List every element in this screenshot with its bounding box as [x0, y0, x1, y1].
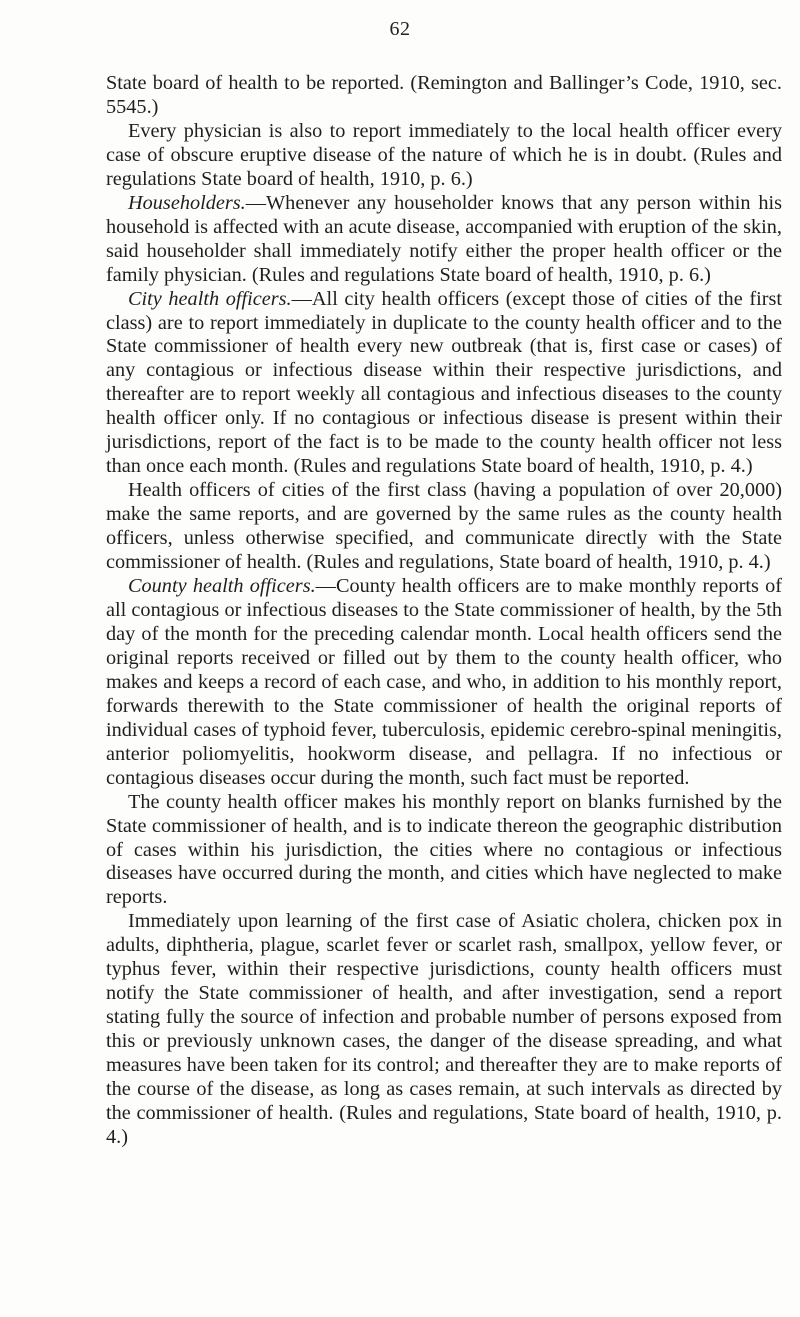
paragraph-county-health-officers — [106, 575, 782, 791]
paragraph-heading: Householders. — [128, 191, 246, 214]
paragraph-text: The county health officer makes his monthly report on blanks furnished by the State commissioner of health, and is to indicate thereon the geographic distribution of cases within his jurisdiction, the cities where no contagious or infectious diseases have occurred during the month, and cities which have neglected to make reports. — [106, 790, 782, 909]
paragraph-text: —County health officers are to make monthly reports of all contagious or infectious diseases to the State commissioner of health, by the 5th day of the month for the preceding calendar month. Local health officers send the original reports received or filled out by them to the county health officer, who makes and keeps a record of each case, and who, in addition to his monthly report, forwards therewith to the State commissioner of health the original reports of individual cases of typhoid fever, tuberculosis, epidemic cerebro-spinal meningitis, anterior poliomyelitis, hookworm disease, and pellagra. If no infectious or contagious diseases occur during the month, such fact must be reported. — [106, 575, 782, 789]
paragraph-text: State board of health to be reported. (Remington and Ballinger’s Code, 1910, sec. 5545.) — [106, 72, 782, 118]
paragraph-physician-obscure-eruptive — [106, 120, 782, 192]
page-number: 62 — [389, 18, 411, 40]
paragraph-monthly-report-blanks — [106, 791, 782, 911]
paragraph-text: Health officers of cities of the first class (having a population of over 20,000) make the same reports, and are governed by the same rules as the county health officers, unless otherwise specified, and communicate directly with the State commissioner of health. (Rules and regulations, State board of health, 1910, p. 4.) — [106, 479, 782, 574]
paragraph-city-health-officers — [106, 288, 782, 480]
paragraph-immediate-notification — [106, 910, 782, 1150]
paragraph-text: —Whenever any householder knows that any person within his household is affected with an acute disease, accompanied with eruption of the skin, said householder shall immediately notify either the proper health officer or the family physician. (Rules and regulations State board of health, 1910, p. 6.) — [106, 191, 782, 286]
paragraph-first-class-cities — [106, 479, 782, 575]
paragraph-text: Immediately upon learning of the first case of Asiatic cholera, chicken pox in adults, diphtheria, plague, scarlet fever or scarlet rash, smallpox, yellow fever, or typhus fever, within their respective jurisdictions, county health officers must notify the State commissioner of health, and after investigation, send a report stating fully the source of infection and probable number of persons exposed from this or previously unknown cases, the danger of the disease spreading, and what measures have been taken for its control; and thereafter they are to make reports of the course of the disease, as long as cases remain, at such intervals as directed by the commissioner of health. (Rules and regulations, State board of health, 1910, p. 4.) — [106, 910, 782, 1148]
paragraph-text: —All city health officers (except those of cities of the first class) are to report immediately in duplicate to the county health officer and to the State commissioner of health every new outbreak (that is, first case or cases) of any contagious or infectious disease within their respective jurisdictions, and thereafter are to report weekly all contagious and infectious diseases to the county health officer only. If no contagious or infectious disease is present within their jurisdictions, report of the fact is to be made to the county health officer not less than once each month. (Rules and regulations State board of health, 1910, p. 4.) — [106, 287, 782, 478]
body-text — [106, 72, 782, 1150]
paragraph-continuation — [106, 72, 782, 120]
paragraph-heading: City health officers. — [128, 287, 292, 310]
paragraph-householders — [106, 192, 782, 288]
paragraph-heading: County health officers. — [128, 575, 316, 598]
paragraph-text: Every physician is also to report immediately to the local health officer every case of obscure eruptive disease of the nature of which he is in doubt. (Rules and regulations State board of health, 1910, p. 6.) — [106, 119, 782, 190]
